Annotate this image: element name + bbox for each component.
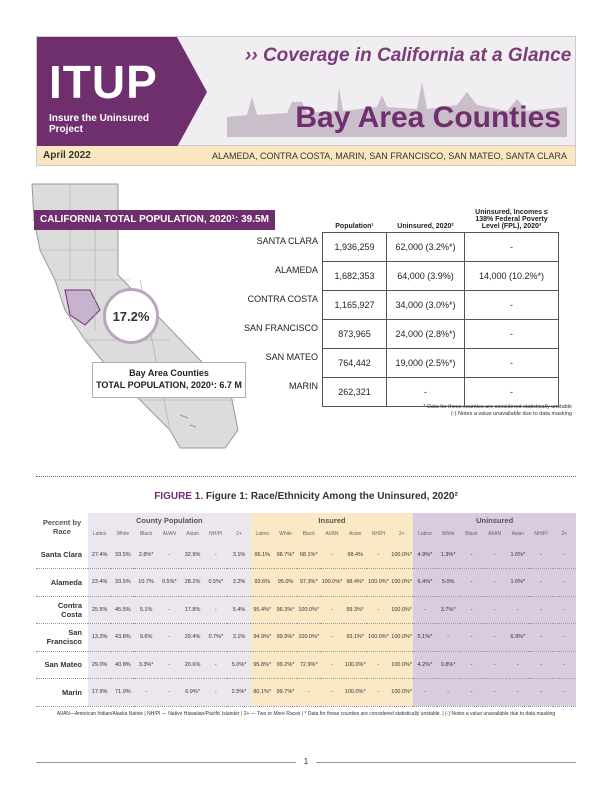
table-cell: - xyxy=(320,679,343,707)
logo-text: ITUP xyxy=(49,56,158,108)
county-name: SAN FRANCISCO xyxy=(243,323,318,333)
table-cell: - xyxy=(367,679,390,707)
table-cell: - xyxy=(158,596,181,624)
race-subheader: AI/AN xyxy=(320,527,343,541)
race-row-label: Marin xyxy=(61,687,82,697)
table-cell: 3.1% xyxy=(227,624,250,652)
table-cell: 0.8%* xyxy=(437,651,460,679)
table-cell: 1.6%* xyxy=(506,541,529,569)
table-cell: - xyxy=(204,541,227,569)
table-cell: - xyxy=(553,624,576,652)
table-cell: - xyxy=(483,569,506,597)
table-cell: 99.7%* xyxy=(274,679,297,707)
table-cell: 43.8% xyxy=(111,624,134,652)
table-cell: 10.7% xyxy=(134,569,157,597)
table-cell: 95.4%* xyxy=(251,596,274,624)
table-cell: - xyxy=(437,624,460,652)
table-cell: - xyxy=(529,569,552,597)
race-subheader: 2+ xyxy=(553,527,576,541)
table-cell: - xyxy=(460,679,483,707)
table-cell: 17.9% xyxy=(88,679,111,707)
race-subheader: Asian xyxy=(181,527,204,541)
race-subheader: AI/AN xyxy=(158,527,181,541)
itup-logo xyxy=(37,37,177,147)
race-ethnicity-table xyxy=(36,513,576,707)
table-cell: 6.9%* xyxy=(181,679,204,707)
table-cell: - xyxy=(465,348,559,377)
table-cell: 19,000 (2.5%*) xyxy=(387,348,465,377)
race-subheader: Latino xyxy=(88,527,111,541)
table-row xyxy=(323,261,559,290)
table-cell: 93.6% xyxy=(251,569,274,597)
table-cell: - xyxy=(204,596,227,624)
table-row xyxy=(36,596,576,624)
table-row xyxy=(323,232,559,261)
table-cell: 72.9%* xyxy=(297,651,320,679)
table-cell: 20.6% xyxy=(181,651,204,679)
table-cell: - xyxy=(465,319,559,348)
table-cell: - xyxy=(553,596,576,624)
table-cell: - xyxy=(460,569,483,597)
race-subheader: White xyxy=(111,527,134,541)
table-cell: 100.0%* xyxy=(320,569,343,597)
table-row xyxy=(36,679,576,707)
table-cell: - xyxy=(460,541,483,569)
table-cell: - xyxy=(320,596,343,624)
table-cell: - xyxy=(387,377,465,406)
table-cell: - xyxy=(320,651,343,679)
county-name: SANTA CLARA xyxy=(256,236,318,246)
bay-area-label: Bay Area Counties xyxy=(129,368,209,378)
table-row xyxy=(36,624,576,652)
table-cell: - xyxy=(506,651,529,679)
table-cell: 40.8% xyxy=(111,651,134,679)
race-row-label: Contra Costa xyxy=(57,600,82,619)
table-cell: 2.8%* xyxy=(134,541,157,569)
table-cell: 0.5%* xyxy=(158,569,181,597)
table-row xyxy=(323,319,559,348)
race-row-label: San Mateo xyxy=(44,660,82,670)
table-cell: 1.3%* xyxy=(437,541,460,569)
table-cell: 34,000 (3.0%*) xyxy=(387,290,465,319)
table-cell: 100.0%* xyxy=(344,679,367,707)
group-insured: Insured xyxy=(251,513,414,527)
table-cell: 98.4% xyxy=(344,541,367,569)
table-cell: - xyxy=(529,596,552,624)
logo-subtext: Insure the Uninsured Project xyxy=(49,113,150,135)
col-uninsured: Uninsured, 2020² xyxy=(397,222,454,230)
header-subtitle: ›› Coverage in California at a Glance xyxy=(245,45,572,66)
table-cell: 764,442 xyxy=(323,348,387,377)
table-cell: - xyxy=(506,596,529,624)
table-cell: - xyxy=(320,624,343,652)
page-title: Bay Area Counties xyxy=(295,101,561,134)
table-cell: - xyxy=(204,679,227,707)
table-cell: - xyxy=(204,651,227,679)
table-cell: 100.0%* xyxy=(390,651,413,679)
table-note-unstable: * Data for these counties are considered statistically unstable xyxy=(423,404,572,410)
table-cell: - xyxy=(158,541,181,569)
table-cell: - xyxy=(134,679,157,707)
table-cell: - xyxy=(367,651,390,679)
table-cell: - xyxy=(529,541,552,569)
table-cell: 17.8% xyxy=(181,596,204,624)
table-cell: 71.9% xyxy=(111,679,134,707)
table-cell: - xyxy=(367,541,390,569)
info-bar xyxy=(36,146,576,166)
race-row-label: Santa Clara xyxy=(40,550,82,559)
table-cell: 5.4% xyxy=(227,596,250,624)
race-subheader: Latino xyxy=(251,527,274,541)
county-name: SAN MATEO xyxy=(265,352,318,362)
table-cell: - xyxy=(437,679,460,707)
table-cell: 100.0%* xyxy=(390,679,413,707)
header-banner xyxy=(36,36,576,146)
table-cell: 27.4% xyxy=(88,541,111,569)
table-cell: 100.0%* xyxy=(390,624,413,652)
table-cell: 99.3%* xyxy=(344,596,367,624)
race-row-label: Alameda xyxy=(50,577,82,587)
race-subheader: White xyxy=(437,527,460,541)
table-cell: 100.0%* xyxy=(297,624,320,652)
table-cell: 1,682,353 xyxy=(323,261,387,290)
table-cell: - xyxy=(465,232,559,261)
county-list: ALAMEDA, CONTRA COSTA, MARIN, SAN FRANCISCO, SAN MATEO, SANTA CLARA xyxy=(211,151,567,161)
table-cell: 95.8%* xyxy=(251,651,274,679)
table-cell: 3.1% xyxy=(227,541,250,569)
table-cell: 100.0%* xyxy=(367,624,390,652)
table-cell: 9.6% xyxy=(134,624,157,652)
table-cell: 1,165,927 xyxy=(323,290,387,319)
table-cell: 98.7%* xyxy=(274,541,297,569)
table-cell: - xyxy=(483,624,506,652)
table-cell: 99.2%* xyxy=(274,651,297,679)
table-cell: - xyxy=(320,541,343,569)
col-population: Population¹ xyxy=(335,222,374,230)
table-cell: 28.2% xyxy=(181,569,204,597)
race-subheader: Asian xyxy=(506,527,529,541)
table-cell: 93.1%* xyxy=(344,624,367,652)
county-name: ALAMEDA xyxy=(274,265,318,275)
race-subheader: NH/PI xyxy=(529,527,552,541)
table-cell: 100.0%* xyxy=(390,569,413,597)
race-row-label: San Francisco xyxy=(46,628,82,647)
table-cell: - xyxy=(465,290,559,319)
table-cell: - xyxy=(483,679,506,707)
table-cell: - xyxy=(158,679,181,707)
table-cell: 100.0%* xyxy=(390,541,413,569)
race-subheader: Black xyxy=(134,527,157,541)
table-cell: 29.0% xyxy=(88,651,111,679)
table-cell: - xyxy=(460,651,483,679)
table-cell: 99.9%* xyxy=(274,624,297,652)
table-cell: 5.1%* xyxy=(413,624,436,652)
table-cell: 3.2% xyxy=(227,569,250,597)
table-cell: 262,321 xyxy=(323,377,387,406)
table-cell: 1.6%* xyxy=(506,569,529,597)
table-cell: 5.1% xyxy=(134,596,157,624)
percent-by-race-label: Percent by Race xyxy=(42,518,82,536)
county-name: MARIN xyxy=(289,381,318,391)
table-cell: - xyxy=(483,541,506,569)
table-cell: 94.9%* xyxy=(251,624,274,652)
table-cell: 1,936,259 xyxy=(323,232,387,261)
table-cell: - xyxy=(413,679,436,707)
table-cell: 873,965 xyxy=(323,319,387,348)
table-cell: 5.0% xyxy=(437,569,460,597)
table-cell: - xyxy=(529,679,552,707)
county-coverage-table xyxy=(322,194,559,407)
table-cell: - xyxy=(553,569,576,597)
table-cell: 14,000 (10.2%*) xyxy=(465,261,559,290)
table-cell: 64,000 (3.9%) xyxy=(387,261,465,290)
bay-area-percent: 17.2% xyxy=(103,288,159,344)
table-cell: 3.3%* xyxy=(134,651,157,679)
table-cell: 100.0%* xyxy=(367,569,390,597)
table-cell: 45.5% xyxy=(111,596,134,624)
table-cell: - xyxy=(413,596,436,624)
table-cell: - xyxy=(483,596,506,624)
race-subheader: Black xyxy=(460,527,483,541)
table-cell: 6.4%* xyxy=(413,569,436,597)
figure-title: FIGURE 1. Figure 1: Race/Ethnicity Among the Uninsured, 2020² xyxy=(154,491,458,502)
table-cell: 97.3%* xyxy=(297,569,320,597)
race-subheader: NH/PI xyxy=(204,527,227,541)
table-cell: 24,000 (2.8%*) xyxy=(387,319,465,348)
table-cell: - xyxy=(158,651,181,679)
table-cell: - xyxy=(460,624,483,652)
table-cell: - xyxy=(483,651,506,679)
table-row xyxy=(323,348,559,377)
table-cell: - xyxy=(553,541,576,569)
divider xyxy=(36,476,576,477)
race-subheader: Black xyxy=(297,527,320,541)
table-cell: 4.2%* xyxy=(413,651,436,679)
table-cell: 0.5%* xyxy=(204,569,227,597)
table-cell: 96.3%* xyxy=(274,596,297,624)
group-uninsured: Uninsured xyxy=(413,513,576,527)
table-cell: - xyxy=(553,679,576,707)
table-cell: 80.1%* xyxy=(251,679,274,707)
table-cell: 100.0%* xyxy=(390,596,413,624)
race-subheader: Latino xyxy=(413,527,436,541)
county-name-column xyxy=(232,230,318,404)
table-cell: 2.5%* xyxy=(227,679,250,707)
table-note-masked: (-) Notes a value unavailable due to data masking xyxy=(450,411,572,417)
table-cell: 95.0% xyxy=(274,569,297,597)
table-cell: 3.7%* xyxy=(437,596,460,624)
table-cell: 68.1%* xyxy=(297,541,320,569)
logo-arrow-icon xyxy=(177,37,207,147)
table-cell: 0.7%* xyxy=(204,624,227,652)
table-cell: 98.4%* xyxy=(344,569,367,597)
table-row xyxy=(36,651,576,679)
table-cell: 4.9%* xyxy=(413,541,436,569)
table-cell: 33.5% xyxy=(111,569,134,597)
report-date: April 2022 xyxy=(43,150,91,161)
table-cell: 62,000 (3.2%*) xyxy=(387,232,465,261)
bay-area-population: TOTAL POPULATION, 2020¹: 6.7 M xyxy=(96,380,242,390)
race-subheader: White xyxy=(274,527,297,541)
race-table-note: AI/AN—American Indian/Alaska Native | NH/PI — Native Hawaiian/Pacific Islander | 2+ — Two or More Races | * Data for these counties are considered statistically unstable. | (-) Notes a value unavailable due to data masking xyxy=(56,711,556,717)
bay-area-population-box xyxy=(92,362,246,398)
table-row xyxy=(36,569,576,597)
table-cell: 29.4% xyxy=(181,624,204,652)
race-subheader: 2+ xyxy=(390,527,413,541)
california-population-banner: CALIFORNIA TOTAL POPULATION, 2020¹: 39.5M xyxy=(34,210,275,230)
table-cell: 100.0%* xyxy=(297,596,320,624)
race-subheader: AI/AN xyxy=(483,527,506,541)
table-cell: 25.5% xyxy=(88,596,111,624)
table-cell: 5.0%* xyxy=(227,651,250,679)
race-subheader: 2+ xyxy=(227,527,250,541)
table-cell: 23.4% xyxy=(88,569,111,597)
table-cell: - xyxy=(553,651,576,679)
table-cell: 6.9%* xyxy=(506,624,529,652)
county-name: CONTRA COSTA xyxy=(247,294,318,304)
table-cell: - xyxy=(465,377,559,406)
group-county-population: County Population xyxy=(88,513,251,527)
table-cell: - xyxy=(367,596,390,624)
table-cell: 95.1% xyxy=(251,541,274,569)
col-uninsured-fpl: Uninsured, Incomes ≤ 138% Federal Poverty Level (FPL), 2020³ xyxy=(475,208,548,230)
table-cell: - xyxy=(529,624,552,652)
race-subheader: Asian xyxy=(344,527,367,541)
table-cell: - xyxy=(506,679,529,707)
table-cell: - xyxy=(529,651,552,679)
table-row xyxy=(36,541,576,569)
table-cell: - xyxy=(460,596,483,624)
page-number: 1 xyxy=(303,757,309,766)
table-cell: 100.0%* xyxy=(344,651,367,679)
race-subheader: NH/PI xyxy=(367,527,390,541)
table-row xyxy=(323,377,559,406)
table-cell: 33.5% xyxy=(111,541,134,569)
table-cell: 32.9% xyxy=(181,541,204,569)
table-cell: - xyxy=(297,679,320,707)
table-row xyxy=(323,290,559,319)
table-cell: - xyxy=(158,624,181,652)
table-cell: 13.3% xyxy=(88,624,111,652)
